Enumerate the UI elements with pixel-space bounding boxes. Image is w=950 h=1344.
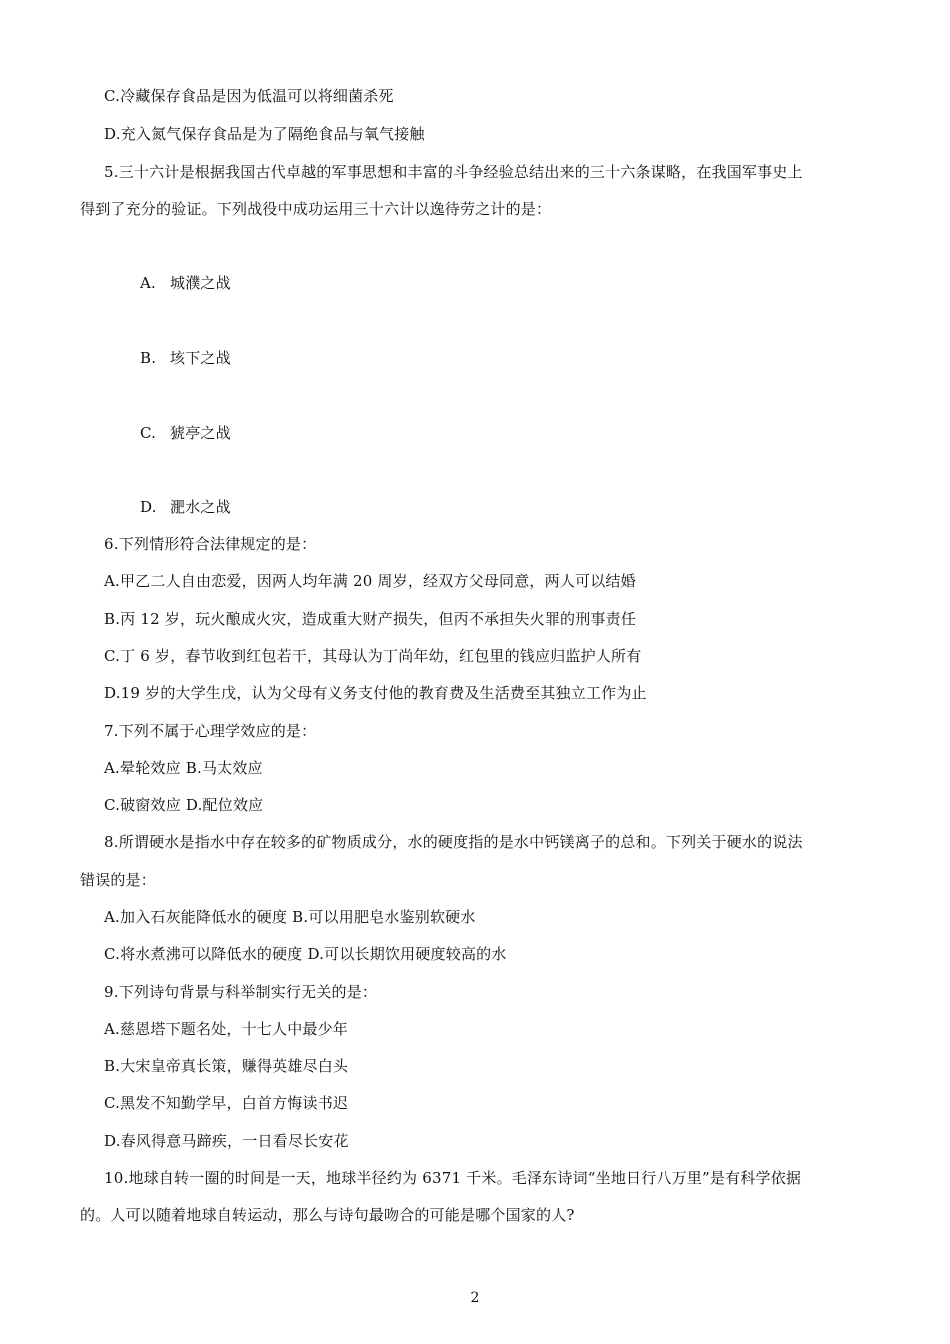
question-9-option-b: B.大宋皇帝真长策，赚得英雄尽白头 [104, 1057, 349, 1075]
page-number: 2 [470, 1290, 480, 1306]
question-8-options-cd: C.将水煮沸可以降低水的硬度 D.可以长期饮用硬度较高的水 [104, 945, 507, 963]
question-6-option-d: D.19 岁的大学生戊，认为父母有义务支付他的教育费及生活费至其独立工作为止 [104, 684, 647, 702]
question-4-option-c: C.冷藏保存食品是因为低温可以将细菌杀死 [104, 87, 394, 105]
option-text: 垓下之战 [170, 349, 231, 367]
question-4-option-d: D.充入氮气保存食品是为了隔绝食品与氧气接触 [104, 125, 425, 143]
question-6-option-a: A.甲乙二人自由恋爱，因两人均年满 20 周岁，经双方父母同意，两人可以结婚 [104, 572, 636, 590]
question-8-options-ab: A.加入石灰能降低水的硬度 B.可以用肥皂水鉴别软硬水 [104, 908, 476, 926]
question-10-stem-line-2: 的。人可以随着地球自转运动，那么与诗句最吻合的可能是哪个国家的人? [80, 1206, 575, 1224]
question-9-option-d: D.春风得意马蹄疾，一日看尽长安花 [104, 1132, 349, 1150]
question-7-options-cd: C.破窗效应 D.配位效应 [104, 796, 264, 814]
option-letter: D. [140, 498, 157, 516]
question-5-option-d [140, 497, 231, 517]
question-7-options-ab: A.晕轮效应 B.马太效应 [104, 759, 263, 777]
option-text: 猇亭之战 [170, 424, 231, 442]
question-5-option-c [140, 423, 231, 443]
question-6-stem: 6.下列情形符合法律规定的是： [104, 535, 317, 553]
question-9-option-c: C.黑发不知勤学早，白首方悔读书迟 [104, 1094, 349, 1112]
question-5-option-b [140, 348, 231, 368]
option-letter: A. [140, 274, 157, 292]
option-letter: B. [140, 349, 157, 367]
question-10-stem-line-1: 10.地球自转一圈的时间是一天，地球半径约为 6371 千米。毛泽东诗词“坐地日行八万里”是有科学依据 [104, 1169, 802, 1187]
question-6-option-b: B.丙 12 岁，玩火酿成火灾，造成重大财产损失，但丙不承担失火罪的刑事责任 [104, 610, 637, 628]
question-9-stem: 9.下列诗句背景与科举制实行无关的是： [104, 983, 378, 1001]
question-5-stem-line-2: 得到了充分的验证。下列战役中成功运用三十六计以逸待劳之计的是： [80, 200, 552, 218]
question-6-option-c: C.丁 6 岁，春节收到红包若干，其母认为丁尚年幼，红包里的钱应归监护人所有 [104, 647, 642, 665]
question-8-stem-line-2: 错误的是： [80, 871, 157, 889]
question-5-option-a [140, 273, 231, 293]
question-5-stem-line-1: 5.三十六计是根据我国古代卓越的军事思想和丰富的斗争经验总结出来的三十六条谋略，在我国军事史上 [104, 163, 803, 181]
question-9-option-a: A.慈恩塔下题名处，十七人中最少年 [104, 1020, 349, 1038]
option-letter: C. [140, 424, 157, 442]
question-7-stem: 7.下列不属于心理学效应的是： [104, 722, 317, 740]
option-text: 城濮之战 [170, 274, 231, 292]
option-text: 淝水之战 [170, 498, 231, 516]
question-8-stem-line-1: 8.所谓硬水是指水中存在较多的矿物质成分，水的硬度指的是水中钙镁离子的总和。下列关于硬水的说法 [104, 833, 803, 851]
